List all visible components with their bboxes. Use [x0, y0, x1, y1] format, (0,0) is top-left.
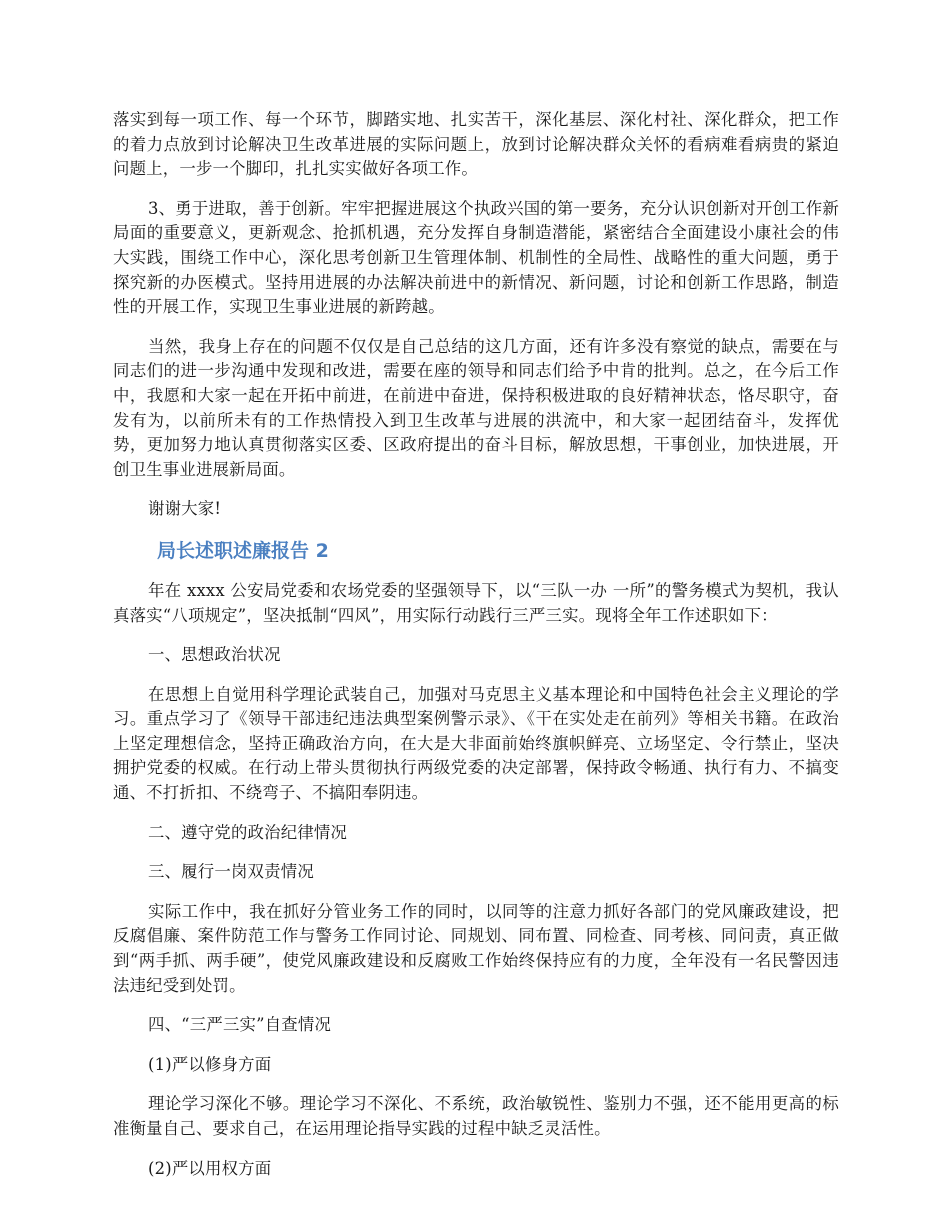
paragraph: 3、勇于进取，善于创新。牢牢把握进展这个执政兴国的第一要务，充分认识创新对开创工作新局面的重要意义，更新观念、抢抓机遇，充分发挥自身制造潜能，紧密结合全面建设小康社会的伟大实践，围绕工作中心，深化思考创新卫生管理体制、机制性的全局性、战略性的重大问题，勇于探究新的办医模式。坚持用进展的办法解决前进中的新情况、新问题，讨论和创新工作思路，制造性的开展工作，实现卫生事业进展的新跨越。	[113, 198, 839, 317]
paragraph: 当然，我身上存在的问题不仅仅是自己总结的这几方面，还有许多没有察觉的缺点，需要在与同志们的进一步沟通中发现和改进，需要在座的领导和同志们给予中肯的批判。总之，在今后工作中，我愿和大家一起在开拓中前进，在前进中奋进，保持积极进取的良好精神状态，恪尽职守，奋发有为，以前所未有的工作热情投入到卫生改革与进展的洪流中，和大家一起团结奋斗，发挥优势，更加努力地认真贯彻落实区委、区政府提出的奋斗目标，解放思想，干事创业，加快进展，开创卫生事业进展新局面。	[113, 336, 839, 479]
section-heading: 局长述职述廉报告 2	[157, 539, 329, 562]
subheading: 二、遵守党的政治纪律情况	[148, 822, 348, 842]
paragraph: 在思想上自觉用科学理论武装自己，加强对马克思主义基本理论和中国特色社会主义理论的学习。重点学习了《领导干部违纪违法典型案例警示录》、《干在实处走在前列》等相关书籍。在政治上坚定理想信念，坚持正确政治方向，在大是大非面前始终旗帜鲜亮、立场坚定、令行禁止，坚决拥护党委的权威。在行动上带头贯彻执行两级党委的决定部署，保持政令畅通、执行有力、不搞变通、不打折扣、不绕弯子、不搞阳奉阴违。	[113, 684, 839, 803]
paragraph: 年在 xxxx 公安局党委和农场党委的坚强领导下，以“三队一办 一所”的警务模式为契机，我认真落实“八项规定”，坚决抵制“四风”，用实际行动践行三严三实。现将全年工作述职如下：	[113, 580, 839, 625]
subheading: 三、履行一岗双责情况	[148, 862, 314, 882]
closing-thanks: 谢谢大家!	[148, 499, 222, 519]
subheading: (2)严以用权方面	[148, 1158, 272, 1178]
paragraph: 理论学习深化不够。理论学习不深化、不系统，政治敏锐性、鉴别力不强，还不能用更高的标准衡量自己、要求自己，在运用理论指导实践的过程中缺乏灵活性。	[113, 1094, 839, 1138]
document-body	[113, 108, 839, 1196]
paragraph: 落实到每一项工作、每一个环节，脚踏实地、扎实苦干，深化基层、深化村社、深化群众，把工作的着力点放到讨论解决卫生改革进展的实际问题上，放到讨论解决群众关怀的看病难看病贵的紧迫问题上，一步一个脚印，扎扎实实做好各项工作。	[113, 110, 839, 179]
subheading: (1)严以修身方面	[148, 1054, 272, 1074]
paragraph: 实际工作中，我在抓好分管业务工作的同时，以同等的注意力抓好各部门的党风廉政建设，把反腐倡廉、案件防范工作与警务工作同讨论、同规划、同布置、同检查、同考核、同问责，真正做到“两手抓、两手硬”，使党风廉政建设和反腐败工作始终保持应有的力度，全年没有一名民警因违法违纪受到处罚。	[113, 901, 839, 995]
subheading: 一、思想政治状况	[148, 645, 281, 665]
subheading: 四、“三严三实”自查情况	[148, 1015, 332, 1035]
